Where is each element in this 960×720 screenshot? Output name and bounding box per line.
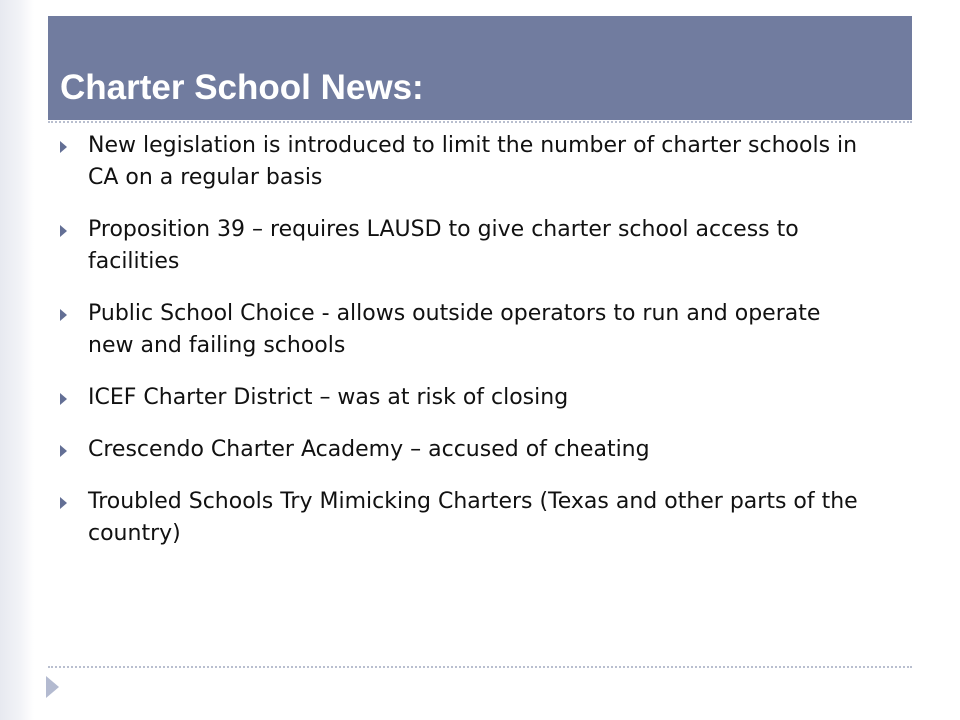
bullet-text: Proposition 39 – requires LAUSD to give charter school access to facilities — [88, 217, 799, 274]
bullet-text: Crescendo Charter Academy – accused of cheating — [88, 437, 650, 462]
triangle-right-icon — [60, 225, 67, 237]
triangle-right-icon — [60, 309, 67, 321]
bullet-item — [56, 214, 866, 278]
bullet-text: ICEF Charter District – was at risk of closing — [88, 385, 569, 410]
title-divider — [48, 121, 912, 123]
bullet-text: Public School Choice - allows outside operators to run and operate new and failing schools — [88, 301, 821, 358]
bullet-item — [56, 486, 866, 550]
slide-title: Charter School News: — [60, 68, 424, 107]
bullet-item — [56, 298, 866, 362]
bullet-text: Troubled Schools Try Mimicking Charters (Texas and other parts of the country) — [88, 489, 858, 546]
slide-nav-triangle-icon[interactable] — [46, 676, 59, 698]
left-decorative-strip — [0, 0, 34, 720]
triangle-right-icon — [60, 141, 67, 153]
bullet-text: New legislation is introduced to limit the number of charter schools in CA on a regular basis — [88, 133, 858, 190]
bullet-item — [56, 434, 866, 466]
bullet-item — [56, 382, 866, 414]
triangle-right-icon — [60, 393, 67, 405]
bullet-item — [56, 130, 866, 194]
footer-divider — [48, 666, 912, 668]
triangle-right-icon — [60, 497, 67, 509]
triangle-right-icon — [60, 445, 67, 457]
bullet-list — [56, 130, 866, 570]
